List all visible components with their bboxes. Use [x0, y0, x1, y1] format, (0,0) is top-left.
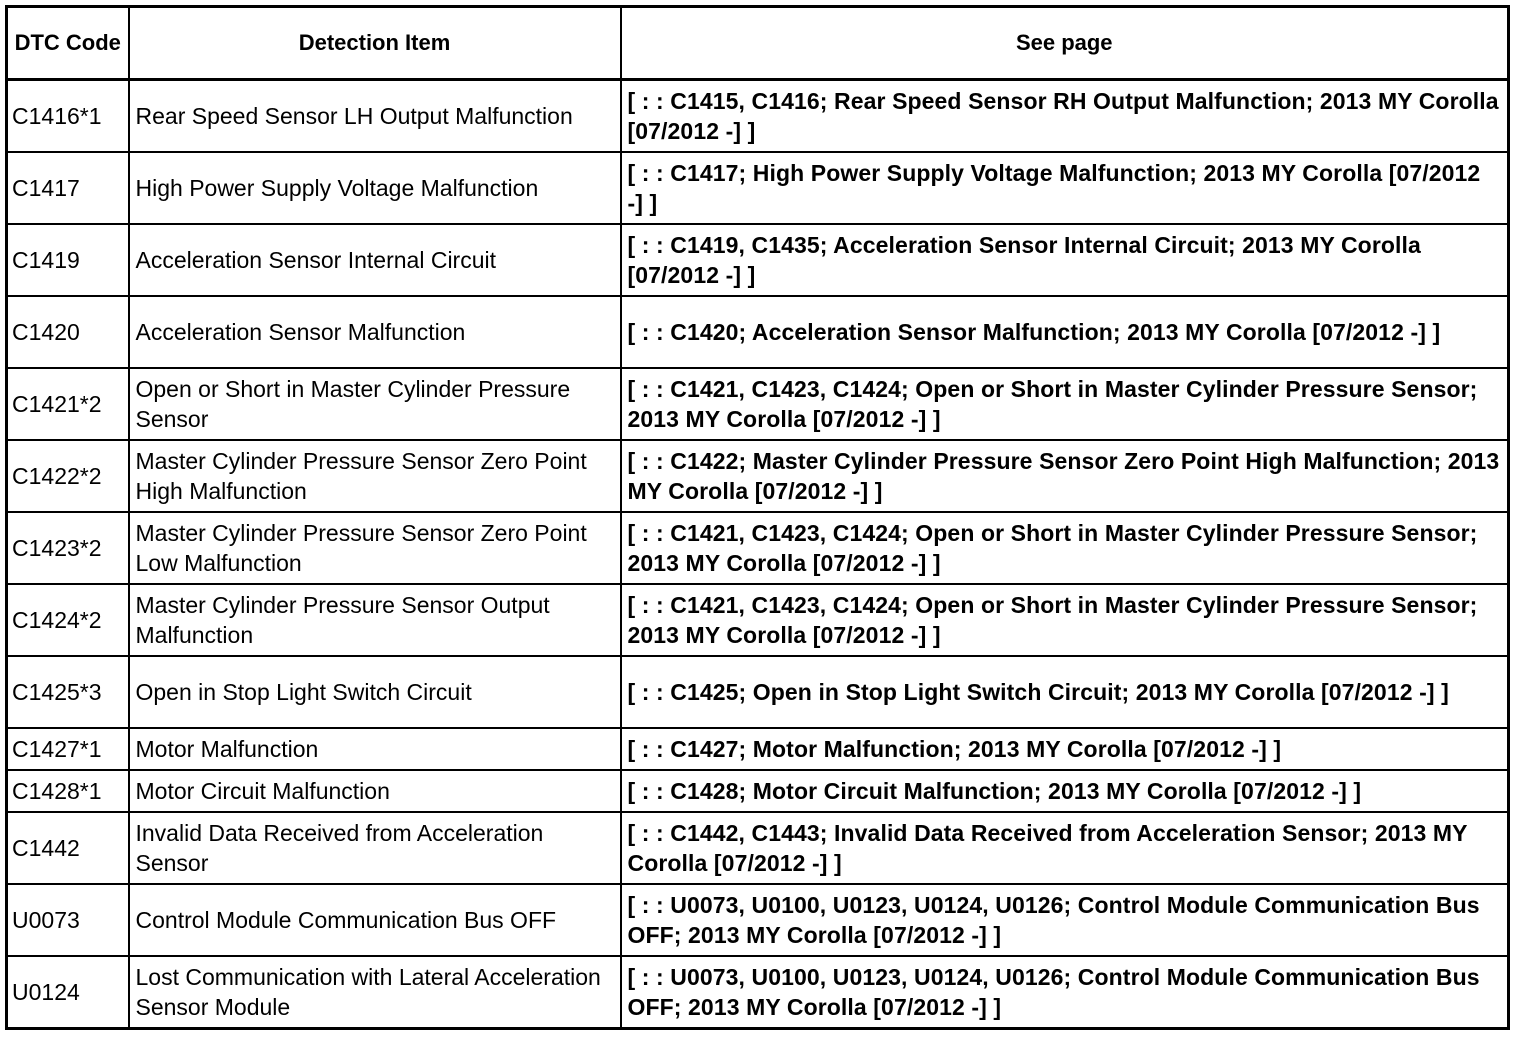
dtc-code-cell: C1427*1 — [7, 728, 129, 770]
table-row — [7, 584, 1509, 656]
see-page-link[interactable]: [ : : C1415, C1416; Rear Speed Sensor RH Output Malfunction; 2013 MY Corolla [07/2012 -] ] — [621, 80, 1509, 153]
detection-item-cell: Lost Communication with Lateral Acceleration Sensor Module — [129, 956, 621, 1029]
see-page-link[interactable]: [ : : C1442, C1443; Invalid Data Received from Acceleration Sensor; 2013 MY Corolla [07/2012 -] ] — [621, 812, 1509, 884]
detection-item-cell: High Power Supply Voltage Malfunction — [129, 152, 621, 224]
header-dtc-code: DTC Code — [7, 7, 129, 80]
detection-item-cell: Master Cylinder Pressure Sensor Zero Point Low Malfunction — [129, 512, 621, 584]
table-row — [7, 80, 1509, 153]
see-page-link[interactable]: [ : : C1420; Acceleration Sensor Malfunction; 2013 MY Corolla [07/2012 -] ] — [621, 296, 1509, 368]
see-page-link[interactable]: [ : : C1421, C1423, C1424; Open or Short in Master Cylinder Pressure Sensor; 2013 MY Corolla [07/2012 -] ] — [621, 584, 1509, 656]
detection-item-cell: Acceleration Sensor Internal Circuit — [129, 224, 621, 296]
detection-item-cell: Open in Stop Light Switch Circuit — [129, 656, 621, 728]
dtc-code-cell: C1421*2 — [7, 368, 129, 440]
dtc-code-cell: C1420 — [7, 296, 129, 368]
dtc-code-cell: U0124 — [7, 956, 129, 1029]
dtc-code-cell: C1424*2 — [7, 584, 129, 656]
dtc-code-cell: C1442 — [7, 812, 129, 884]
table-header-row — [7, 7, 1509, 80]
dtc-code-cell: C1422*2 — [7, 440, 129, 512]
detection-item-cell: Control Module Communication Bus OFF — [129, 884, 621, 956]
dtc-code-cell: C1419 — [7, 224, 129, 296]
dtc-code-cell: C1417 — [7, 152, 129, 224]
table-row — [7, 224, 1509, 296]
see-page-link[interactable]: [ : : U0073, U0100, U0123, U0124, U0126; Control Module Communication Bus OFF; 2013 MY Corolla [07/2012 -] ] — [621, 956, 1509, 1029]
see-page-link[interactable]: [ : : C1421, C1423, C1424; Open or Short in Master Cylinder Pressure Sensor; 2013 MY Corolla [07/2012 -] ] — [621, 512, 1509, 584]
table-row — [7, 812, 1509, 884]
table-row — [7, 296, 1509, 368]
table-row — [7, 656, 1509, 728]
detection-item-cell: Rear Speed Sensor LH Output Malfunction — [129, 80, 621, 153]
see-page-link[interactable]: [ : : C1419, C1435; Acceleration Sensor Internal Circuit; 2013 MY Corolla [07/2012 -] ] — [621, 224, 1509, 296]
table-row — [7, 770, 1509, 812]
see-page-link[interactable]: [ : : C1428; Motor Circuit Malfunction; 2013 MY Corolla [07/2012 -] ] — [621, 770, 1509, 812]
dtc-code-cell: C1428*1 — [7, 770, 129, 812]
see-page-link[interactable]: [ : : C1417; High Power Supply Voltage Malfunction; 2013 MY Corolla [07/2012 -] ] — [621, 152, 1509, 224]
see-page-link[interactable]: [ : : C1427; Motor Malfunction; 2013 MY Corolla [07/2012 -] ] — [621, 728, 1509, 770]
detection-item-cell: Motor Circuit Malfunction — [129, 770, 621, 812]
table-row — [7, 956, 1509, 1029]
see-page-link[interactable]: [ : : C1422; Master Cylinder Pressure Sensor Zero Point High Malfunction; 2013 MY Corolla [07/2012 -] ] — [621, 440, 1509, 512]
see-page-link[interactable]: [ : : U0073, U0100, U0123, U0124, U0126; Control Module Communication Bus OFF; 2013 MY Corolla [07/2012 -] ] — [621, 884, 1509, 956]
detection-item-cell: Invalid Data Received from Acceleration Sensor — [129, 812, 621, 884]
see-page-link[interactable]: [ : : C1421, C1423, C1424; Open or Short in Master Cylinder Pressure Sensor; 2013 MY Corolla [07/2012 -] ] — [621, 368, 1509, 440]
detection-item-cell: Motor Malfunction — [129, 728, 621, 770]
dtc-code-cell: C1425*3 — [7, 656, 129, 728]
header-detection-item: Detection Item — [129, 7, 621, 80]
dtc-table — [5, 5, 1510, 1030]
dtc-code-cell: U0073 — [7, 884, 129, 956]
see-page-link[interactable]: [ : : C1425; Open in Stop Light Switch Circuit; 2013 MY Corolla [07/2012 -] ] — [621, 656, 1509, 728]
table-row — [7, 728, 1509, 770]
dtc-code-cell: C1423*2 — [7, 512, 129, 584]
detection-item-cell: Master Cylinder Pressure Sensor Zero Point High Malfunction — [129, 440, 621, 512]
header-see-page: See page — [621, 7, 1509, 80]
table-row — [7, 440, 1509, 512]
table-row — [7, 152, 1509, 224]
detection-item-cell: Acceleration Sensor Malfunction — [129, 296, 621, 368]
detection-item-cell: Master Cylinder Pressure Sensor Output Malfunction — [129, 584, 621, 656]
table-row — [7, 884, 1509, 956]
table-row — [7, 512, 1509, 584]
detection-item-cell: Open or Short in Master Cylinder Pressure Sensor — [129, 368, 621, 440]
table-row — [7, 368, 1509, 440]
dtc-code-cell: C1416*1 — [7, 80, 129, 153]
